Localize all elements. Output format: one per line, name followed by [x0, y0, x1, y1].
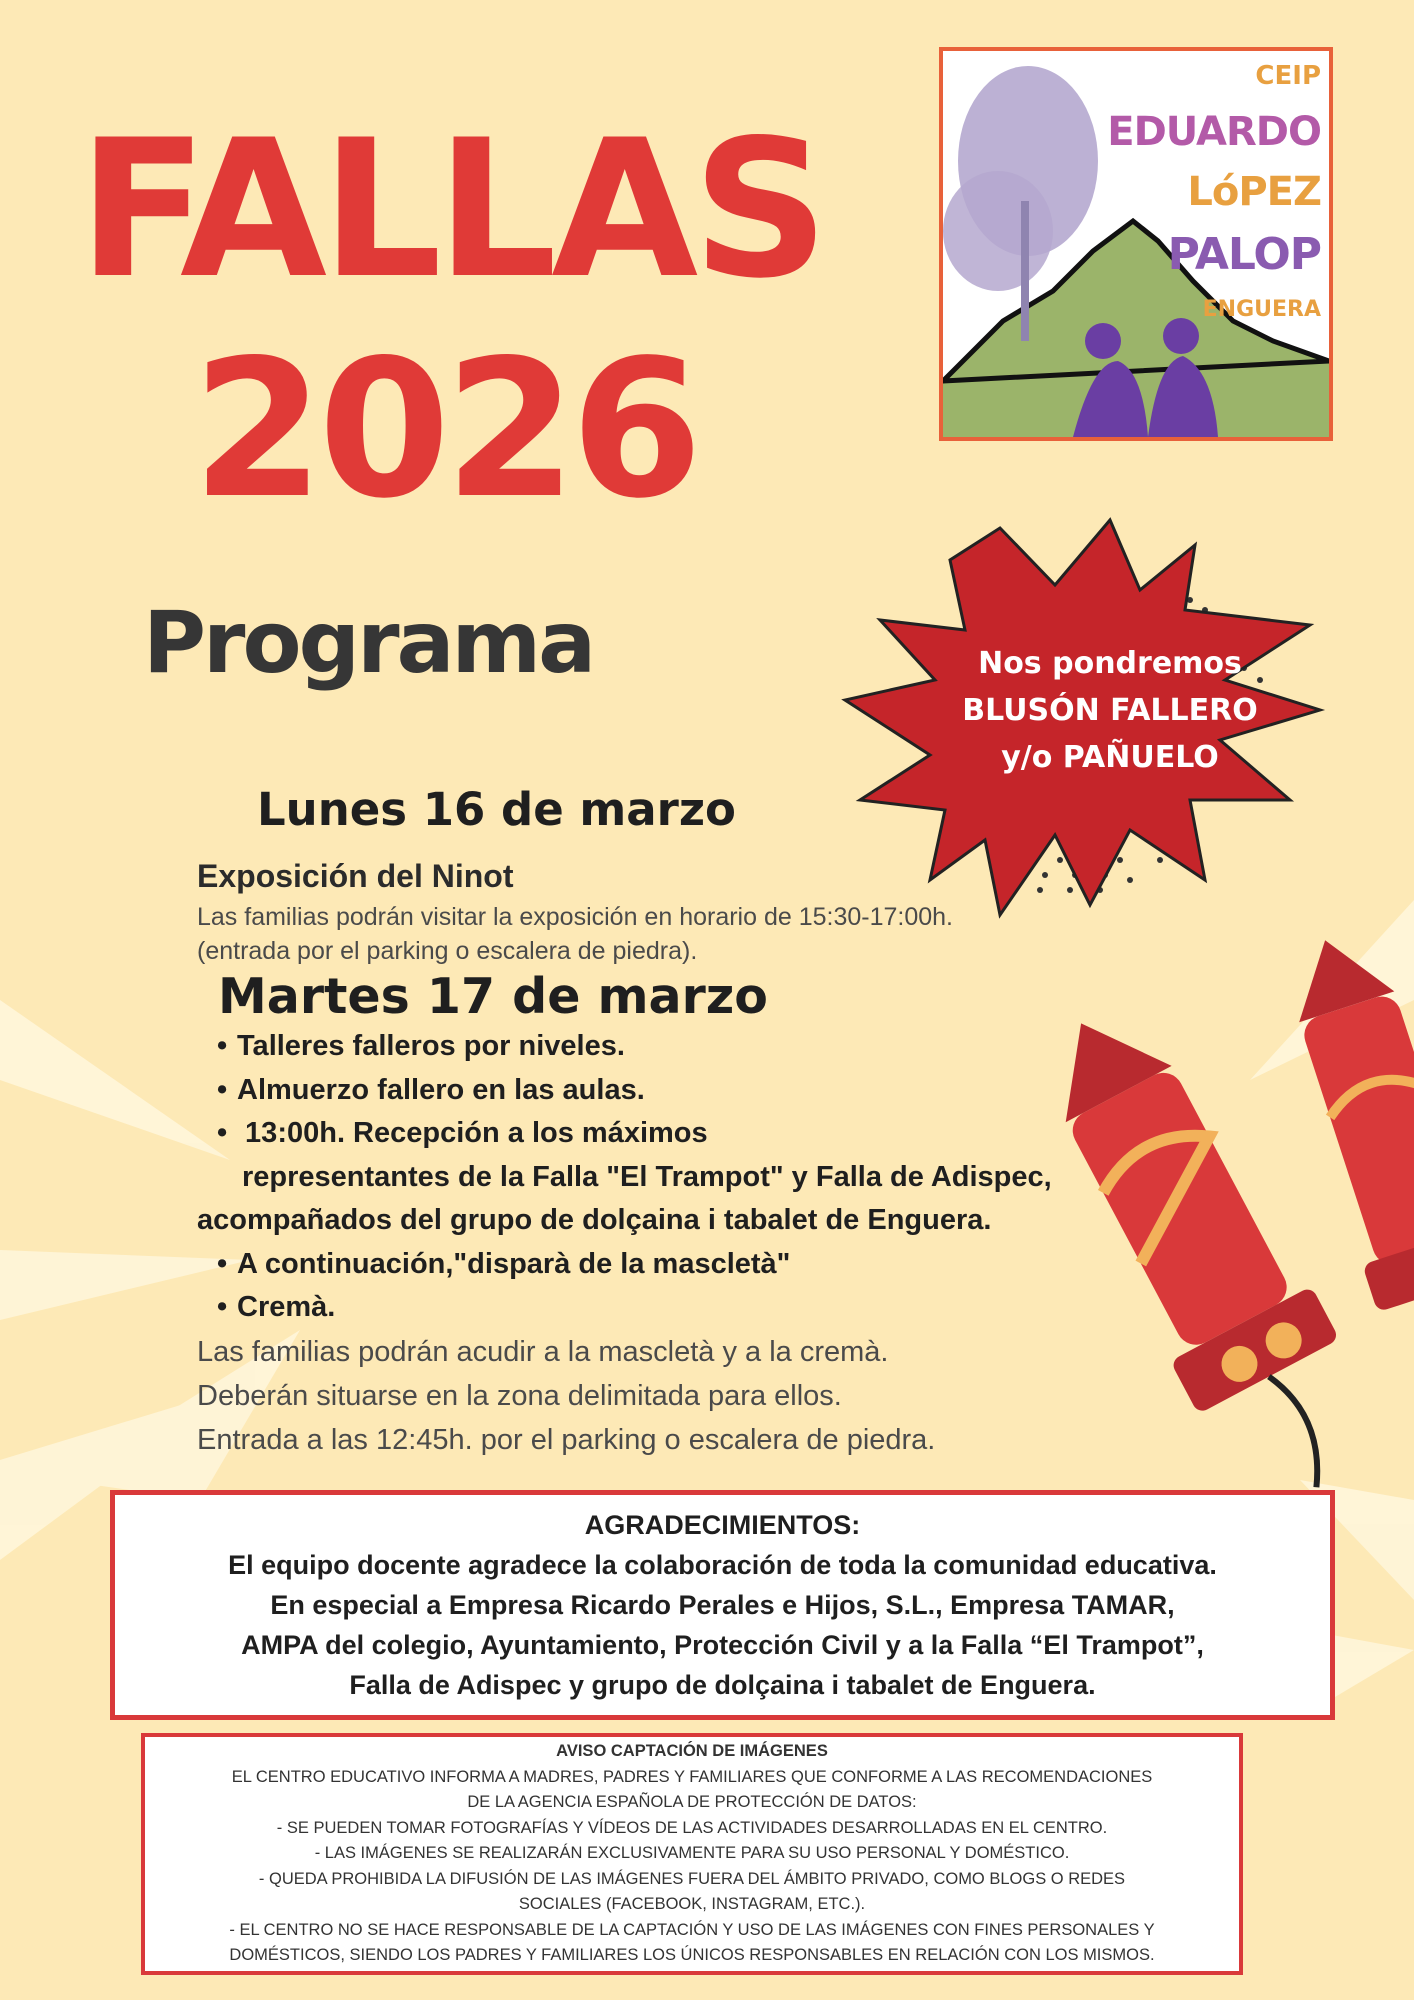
list-item-continuation: acompañados del grupo de dolçaina i tabalet de Enguera. [197, 1204, 992, 1236]
day1-event-desc [197, 900, 953, 968]
notice-title: AVISO CAPTACIÓN DE IMÁGENES [556, 1742, 828, 1760]
bullet-text: Talleres falleros por niveles. [237, 1030, 625, 1062]
list-item [197, 1286, 1137, 1330]
image-capture-notice [141, 1733, 1243, 1975]
notice-line-1: EL CENTRO EDUCATIVO INFORMA A MADRES, PADRES Y FAMILIARES QUE CONFORME A LAS RECOMENDACIONES [231, 1767, 1153, 1786]
note-line-2: Deberán situarse en la zona delimitada para ellos. [197, 1380, 842, 1412]
bullet-text: A continuación,"disparà de la mascletà" [237, 1247, 791, 1280]
day1-desc-line-2: (entrada por el parking o escalera de piedra). [197, 937, 698, 965]
thanks-line-1: El equipo docente agradece la colaboración de toda la comunidad educativa. [228, 1550, 1217, 1580]
list-item [197, 1243, 1137, 1287]
bullet-dot: • [217, 1030, 228, 1062]
day1-event-title: Exposición del Ninot [197, 858, 514, 894]
notice-line-2: DE LA AGENCIA ESPAÑOLA DE PROTECCIÓN DE DATOS: [467, 1793, 917, 1811]
title-year: 2026 [192, 319, 697, 540]
bullet-dot: • [217, 1247, 228, 1280]
day2-bullet-list [197, 1025, 1137, 1330]
logo-text-enguera: ENGUERA [1202, 297, 1321, 322]
list-item-continuation: representantes de la Falla "El Trampot" y Falla de Adispec, [242, 1160, 1052, 1193]
notice-line-4: - LAS IMÁGENES SE REALIZARÁN EXCLUSIVAMENTE PARA SU USO PERSONAL Y DOMÉSTICO. [314, 1844, 1070, 1862]
bullet-dot: • [217, 1117, 228, 1149]
thanks-line-2: En especial a Empresa Ricardo Perales e Hijos, S.L., Empresa TAMAR, [270, 1590, 1175, 1620]
school-logo [939, 47, 1333, 441]
thanks-title: AGRADECIMIENTOS: [584, 1510, 861, 1540]
burst-line-1: Nos pondremos [978, 646, 1242, 681]
notice-line-8: DOMÉSTICOS, SIENDO LOS PADRES Y FAMILIARES LOS ÚNICOS RESPONSABLES EN RELACIÓN CON LOS MISMOS. [229, 1946, 1155, 1964]
note-line-1: Las familias podrán acudir a la mascletà y a la cremà. [197, 1336, 889, 1368]
burst-line-2: BLUSÓN FALLERO [962, 693, 1258, 728]
thanks-line-4: Falla de Adispec y grupo de dolçaina i tabalet de Enguera. [349, 1670, 1096, 1700]
day2-family-notes [197, 1330, 935, 1462]
title-fallas: FALLAS [78, 99, 824, 320]
bullet-text: Cremà. [237, 1291, 336, 1323]
thanks-line-3: AMPA del colegio, Ayuntamiento, Protección Civil y a la Falla “El Trampot”, [241, 1630, 1204, 1660]
day1-desc-line-1: Las familias podrán visitar la exposición en horario de 15:30-17:00h. [197, 903, 954, 931]
logo-text-lopez: LóPEZ [1187, 169, 1321, 215]
thanks-box [110, 1490, 1335, 1720]
bullet-dot: • [217, 1073, 228, 1106]
burst-line-3: y/o PAÑUELO [1001, 740, 1219, 775]
note-line-3: Entrada a las 12:45h. por el parking o escalera de piedra. [197, 1424, 936, 1456]
bullet-text: Almuerzo fallero en las aulas. [237, 1073, 645, 1106]
list-item [197, 1069, 1137, 1113]
notice-line-5: - QUEDA PROHIBIDA LA DIFUSIÓN DE LAS IMÁGENES FUERA DEL ÁMBITO PRIVADO, COMO BLOGS O REDES [258, 1869, 1126, 1888]
notice-line-6: SOCIALES (FACEBOOK, INSTAGRAM, ETC.). [518, 1895, 866, 1913]
notice-line-7: - EL CENTRO NO SE HACE RESPONSABLE DE LA CAPTACIÓN Y USO DE LAS IMÁGENES CON FINES PERSONALES Y [229, 1920, 1155, 1939]
logo-text-ceip: CEIP [1255, 61, 1321, 91]
day2-title: Martes 17 de marzo [218, 968, 768, 1025]
title-programa: Programa [143, 593, 594, 693]
list-item [197, 1025, 1137, 1069]
logo-text-palop: PALOP [1167, 229, 1321, 280]
list-item [197, 1112, 1137, 1156]
day1-title: Lunes 16 de marzo [257, 783, 736, 836]
bullet-dot: • [217, 1291, 228, 1323]
notice-line-3: - SE PUEDEN TOMAR FOTOGRAFÍAS Y VÍDEOS DE LAS ACTIVIDADES DESARROLLADAS EN EL CENTRO. [276, 1818, 1108, 1837]
burst-text [905, 640, 1315, 781]
logo-text-eduardo: EDUARDO [1107, 109, 1321, 155]
bullet-text: 13:00h. Recepción a los máximos [237, 1117, 708, 1149]
